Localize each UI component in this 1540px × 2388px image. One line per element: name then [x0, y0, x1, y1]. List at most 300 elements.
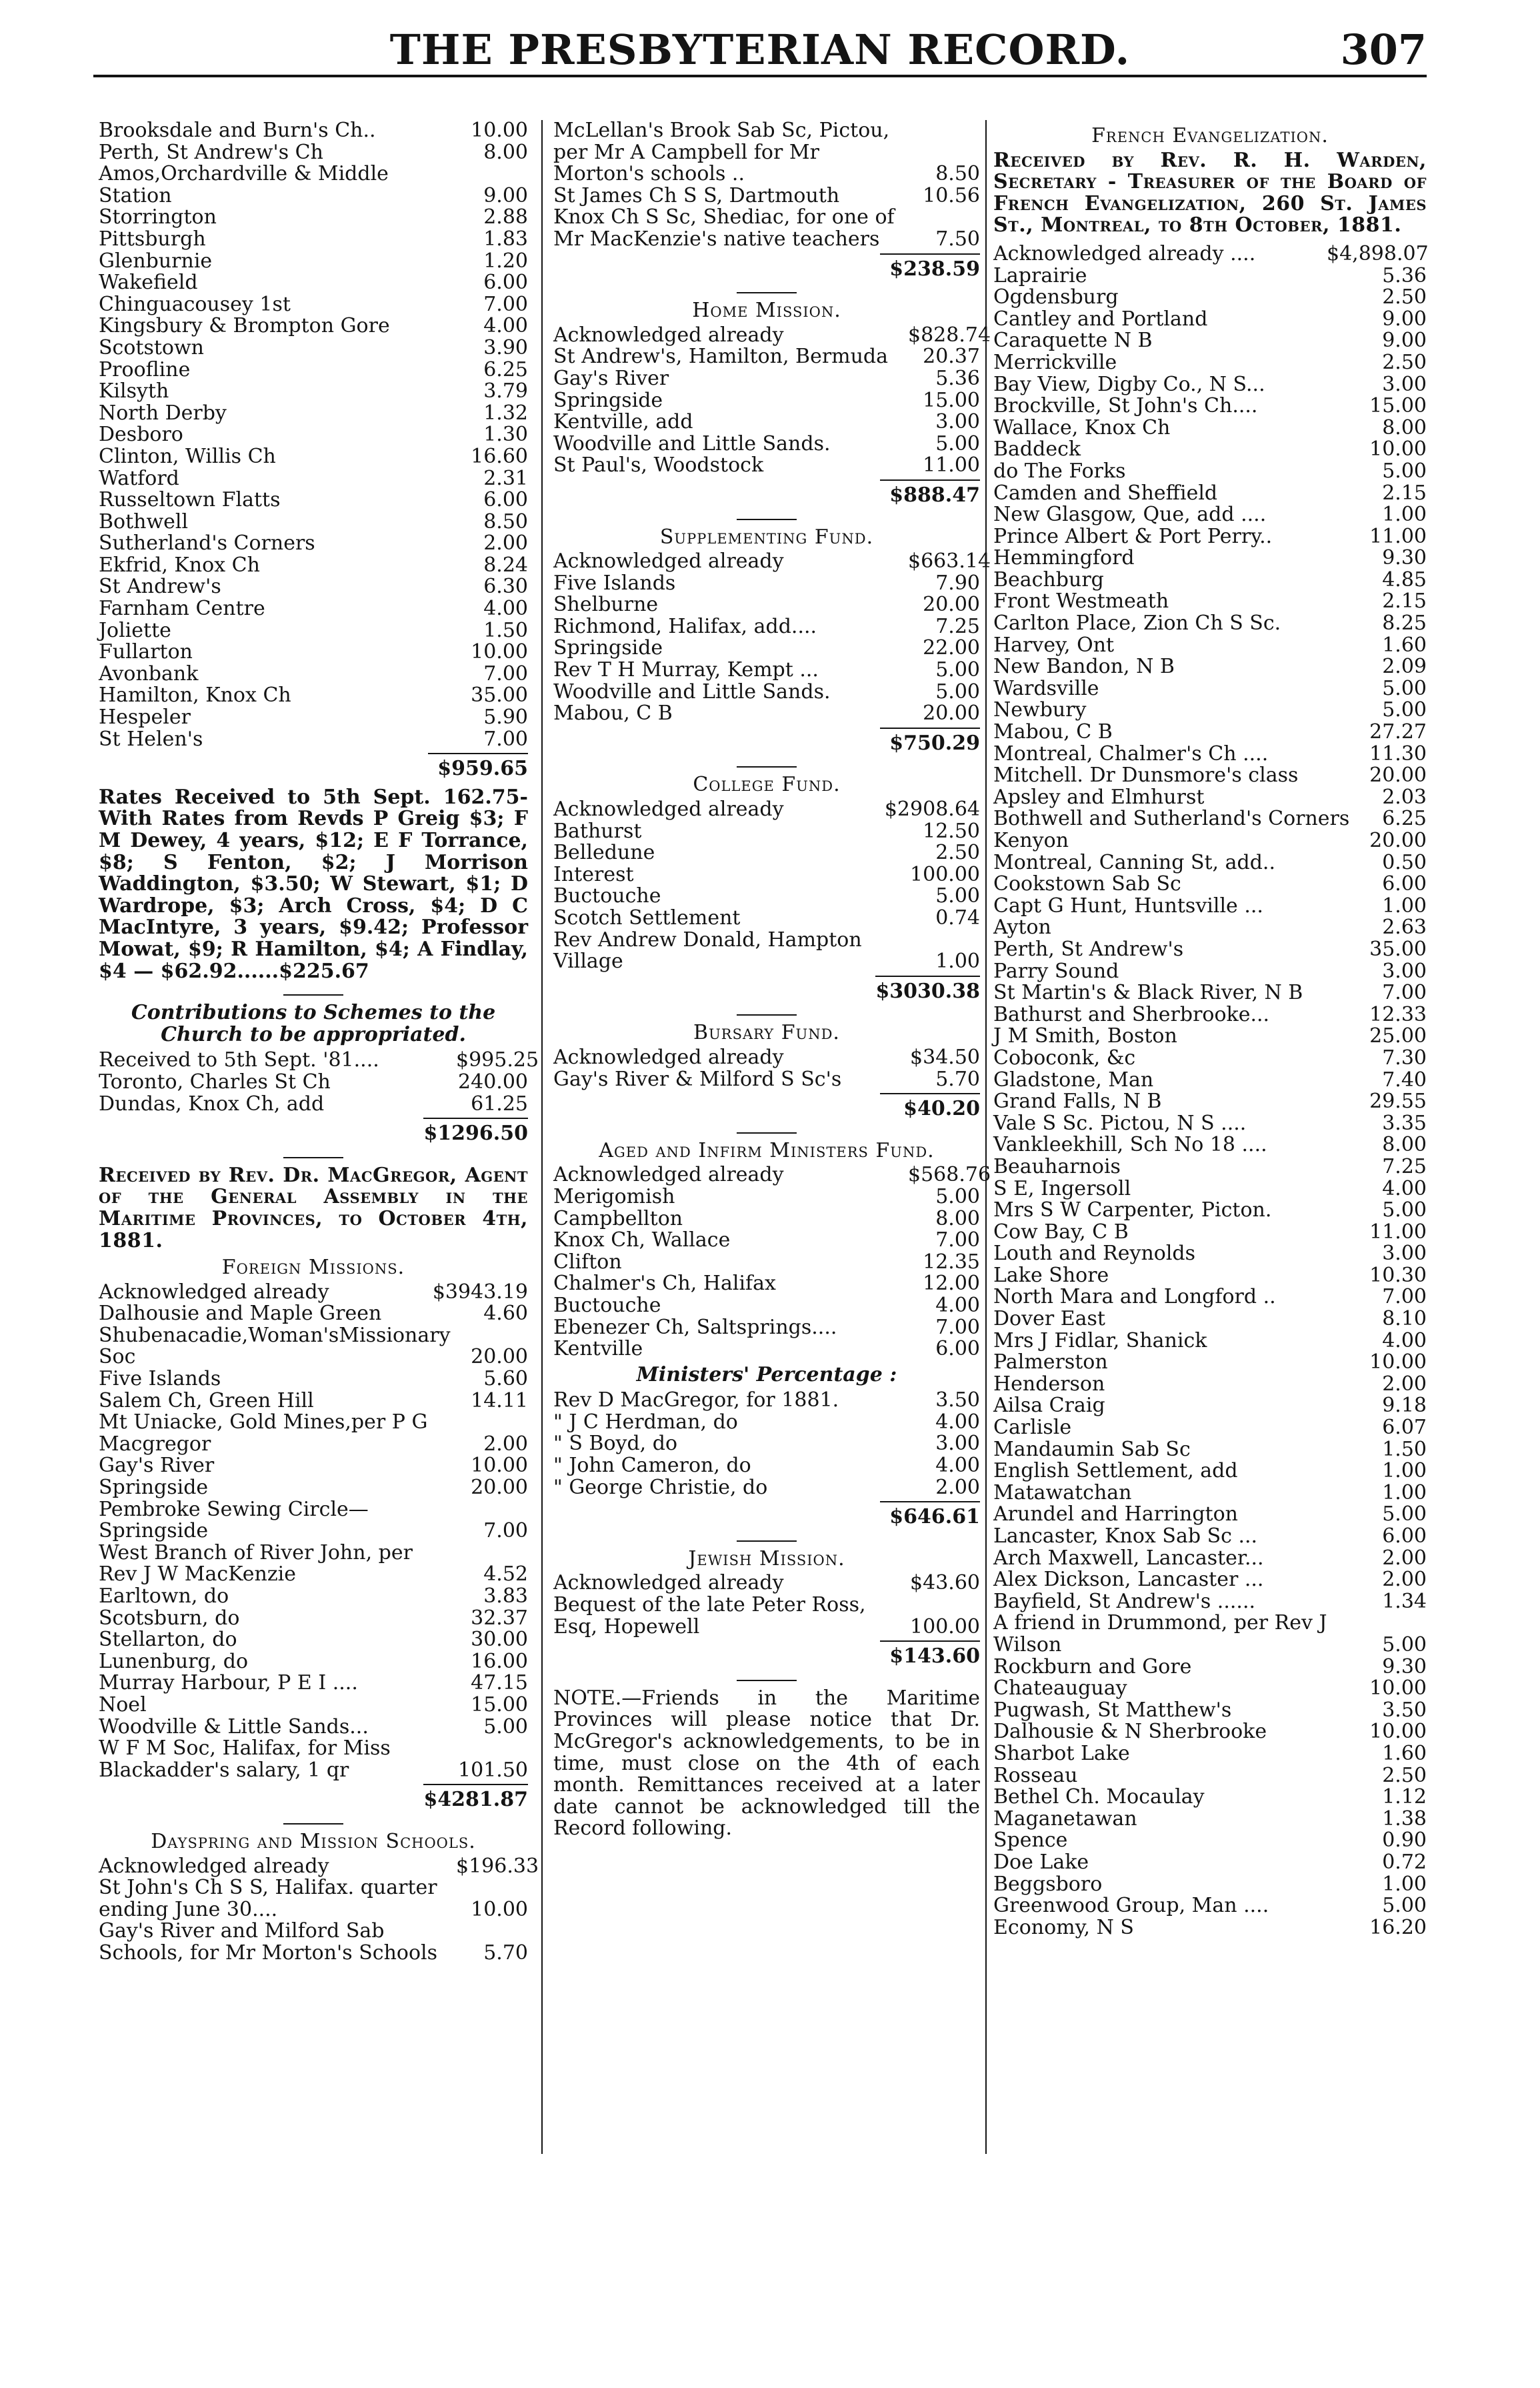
ledger-row — [553, 886, 980, 908]
entry-label: Wallace, Knox Ch — [993, 415, 1171, 439]
ledger-row — [99, 642, 528, 664]
entry-amount: $196.33 — [456, 1854, 539, 1878]
entry-amount: 35.00 — [1369, 937, 1427, 961]
entry-amount: 9.30 — [1382, 1654, 1427, 1678]
entry-amount: 30.00 — [471, 1628, 528, 1652]
entry-amount: 6.25 — [483, 357, 528, 381]
ledger-row — [993, 852, 1427, 874]
ledger-row — [553, 703, 980, 725]
home-mission-heading: Home Mission. — [692, 299, 841, 323]
ledger-row — [993, 1113, 1427, 1135]
entry-label: Gay's River — [553, 366, 669, 390]
entry-label: Mitchell. Dr Dunsmore's class — [993, 764, 1299, 788]
ledger-list — [553, 1047, 980, 1090]
entry-amount: 4.00 — [935, 1293, 980, 1317]
ledger-row — [993, 1026, 1427, 1048]
entry-amount: 12.33 — [1369, 1002, 1427, 1026]
entry-amount: 2.15 — [1382, 481, 1427, 505]
entry-label: Noel — [99, 1692, 147, 1716]
entry-label: Laprairie — [993, 263, 1087, 287]
entry-label: Front Westmeath — [993, 589, 1169, 614]
entry-amount: 7.90 — [935, 571, 980, 595]
entry-label: Russeltown Flatts — [99, 488, 281, 512]
ledger-row — [553, 1477, 980, 1499]
ledger-row — [993, 1004, 1427, 1026]
entry-amount: 7.00 — [483, 727, 528, 751]
entry-label: Arundel and Harrington — [993, 1502, 1238, 1526]
ledger-row — [993, 287, 1427, 309]
entry-amount: 9.00 — [1382, 329, 1427, 353]
ledger-list — [553, 1572, 980, 1638]
entry-label: Hemmingford — [993, 546, 1135, 570]
column-3 — [993, 120, 1427, 2334]
entry-label: New Glasgow, Que, add .... — [993, 503, 1267, 527]
entry-label: Scotch Settlement — [553, 906, 741, 930]
ministers-percentage-heading: Ministers' Percentage : — [636, 1362, 897, 1386]
entry-amount: 10.00 — [1369, 1676, 1427, 1700]
ledger-row — [993, 939, 1427, 961]
separator — [737, 1680, 797, 1681]
entry-label: Mabou, C B — [993, 720, 1113, 744]
entry-label: Mt Uniacke, Gold Mines,per P G Macgregor — [99, 1410, 428, 1456]
entry-amount: 3.50 — [935, 1388, 980, 1412]
ledger-row — [99, 381, 528, 403]
entry-amount: 4.00 — [483, 597, 528, 621]
entry-amount: 1.50 — [483, 618, 528, 642]
ledger-row — [99, 1921, 528, 1964]
entry-label: Apsley and Elmhurst — [993, 785, 1205, 809]
entry-amount: 8.10 — [1382, 1307, 1427, 1331]
ledger-row — [993, 700, 1427, 722]
ledger-row — [993, 1895, 1427, 1917]
entry-label: Ailsa Craig — [993, 1394, 1105, 1418]
ledger-row — [99, 598, 528, 620]
entry-label: Scotsburn, do — [99, 1606, 240, 1630]
ledger-row — [553, 1412, 980, 1434]
entry-amount: 4.85 — [1382, 567, 1427, 591]
ledger-row — [553, 908, 980, 930]
entry-label: Perth, St Andrew's Ch — [99, 140, 323, 164]
entry-amount: 5.00 — [1382, 1632, 1427, 1656]
entry-amount: 29.55 — [1369, 1090, 1427, 1114]
entry-amount: 20.00 — [1369, 764, 1427, 788]
entry-label: Wardsville — [993, 676, 1099, 700]
entry-label: Sharbot Lake — [993, 1741, 1130, 1765]
entry-label: St Helen's — [99, 727, 203, 751]
entry-label: Rosseau — [993, 1763, 1078, 1787]
entry-label: Bothwell — [99, 509, 189, 533]
ledger-row — [993, 1091, 1427, 1113]
entry-label: Bequest of the late Peter Ross, Esq, Hopewell — [553, 1593, 866, 1638]
ledger-row — [99, 403, 528, 425]
entry-label: Montreal, Canning St, add.. — [993, 850, 1275, 874]
entry-amount: 1.12 — [1382, 1785, 1427, 1809]
entry-label: Pugwash, St Matthew's — [993, 1698, 1232, 1722]
entry-amount: 10.00 — [471, 1454, 528, 1478]
entry-label: Avonbank — [99, 662, 199, 686]
entry-amount: 4.00 — [935, 1410, 980, 1434]
entry-label: Vankleekhill, Sch No 18 .... — [993, 1133, 1267, 1157]
entry-label: Beachburg — [993, 567, 1104, 591]
entry-amount: 1.00 — [935, 950, 980, 974]
section-total: $888.47 — [553, 479, 980, 507]
entry-amount: 10.00 — [471, 1897, 528, 1921]
entry-amount: 2.00 — [935, 1475, 980, 1499]
entry-amount: 3.00 — [935, 1432, 980, 1456]
entry-amount: 20.00 — [471, 1476, 528, 1500]
ledger-row — [99, 555, 528, 577]
entry-label: New Bandon, N B — [993, 655, 1175, 679]
entry-amount: 11.00 — [923, 453, 980, 477]
entry-label: Gay's River — [99, 1454, 215, 1478]
entry-label: Louth and Reynolds — [993, 1242, 1196, 1266]
ledger-row — [993, 1809, 1427, 1831]
entry-label: Buctouche — [553, 884, 661, 908]
entry-amount: 8.50 — [483, 509, 528, 533]
column-divider-1 — [541, 120, 543, 2154]
entry-amount: 5.36 — [935, 366, 980, 390]
entry-label: Brockville, St John's Ch.... — [993, 394, 1258, 418]
ledger-row — [553, 842, 980, 864]
entry-label: Newbury — [993, 698, 1087, 722]
entry-amount: 1.38 — [1382, 1807, 1427, 1831]
ledger-row — [993, 1286, 1427, 1308]
ledger-row — [99, 1390, 528, 1412]
entry-label: Mandaumin Sab Sc — [993, 1437, 1191, 1461]
received-notice: Received by Rev. Dr. MacGregor, Agent of the General Assembly in the Maritime Provinces, to October 4th, 1881. — [99, 1163, 528, 1252]
ledger-row — [993, 1765, 1427, 1787]
ledger-row — [993, 744, 1427, 766]
entry-label: Interest — [553, 862, 634, 886]
foreign-missions-heading: Foreign Missions. — [221, 1256, 405, 1280]
entry-amount: 240.00 — [458, 1070, 528, 1094]
entry-amount: 100.00 — [910, 862, 980, 886]
ledger-row — [993, 787, 1427, 809]
entry-label: W F M Soc, Halifax, for Miss Blackadder's salary, 1 qr — [99, 1736, 391, 1782]
entry-label: Baddeck — [993, 437, 1081, 461]
ledger-row — [553, 1338, 980, 1360]
ledger-row — [993, 808, 1427, 830]
separator — [283, 1823, 343, 1825]
entry-amount: 2.09 — [1382, 655, 1427, 679]
entry-amount: 4.00 — [483, 314, 528, 338]
entry-label: Earltown, do — [99, 1584, 229, 1608]
ledger-row — [993, 917, 1427, 939]
ledger-row — [99, 1477, 528, 1499]
entry-label: Lake Shore — [993, 1263, 1109, 1287]
entry-label: Fullarton — [99, 640, 193, 664]
entry-amount: 9.30 — [1382, 546, 1427, 570]
entry-amount: 5.00 — [1382, 459, 1427, 483]
entry-amount: 3.50 — [1382, 1698, 1427, 1722]
entry-label: Five Islands — [553, 571, 676, 595]
entry-amount: 5.00 — [935, 658, 980, 682]
ledger-row — [553, 1572, 980, 1594]
ledger-row — [553, 455, 980, 477]
ledger-row — [99, 1586, 528, 1608]
ledger-row — [553, 1455, 980, 1477]
entry-amount: 7.00 — [1382, 981, 1427, 1005]
ledger-row — [993, 1460, 1427, 1482]
ledger-list — [553, 323, 991, 477]
entry-amount: 7.25 — [935, 614, 980, 638]
entry-label: Sutherland's Corners — [99, 531, 315, 555]
entry-amount: 2.63 — [1382, 916, 1427, 940]
jewish-mission-heading: Jewish Mission. — [688, 1546, 845, 1570]
separator — [737, 519, 797, 520]
entry-amount: 5.00 — [1382, 1198, 1427, 1222]
ledger-row — [993, 1612, 1427, 1656]
entry-label: Ebenezer Ch, Saltsprings.... — [553, 1315, 837, 1339]
ledger-row — [993, 1786, 1427, 1809]
ledger-row — [993, 1591, 1427, 1613]
entry-label: Mrs J Fidlar, Shanick — [993, 1328, 1207, 1352]
ledger-row — [553, 1047, 980, 1069]
entry-label: Montreal, Chalmer's Ch .... — [993, 742, 1269, 766]
entry-amount: 2.50 — [1382, 350, 1427, 374]
entry-label: Beggsboro — [993, 1872, 1103, 1896]
ledger-row — [99, 359, 528, 381]
entry-amount: 9.00 — [483, 183, 528, 207]
ledger-row — [553, 573, 980, 595]
entry-amount: 11.00 — [1369, 524, 1427, 548]
header-rule — [93, 75, 1427, 77]
entry-amount: 100.00 — [910, 1614, 980, 1638]
ledger-row — [553, 346, 980, 368]
entry-amount: 8.00 — [1382, 415, 1427, 439]
entry-label: Storrington — [99, 205, 217, 229]
entry-label: Watford — [99, 466, 179, 490]
entry-label: Cookstown Sab Sc — [993, 872, 1181, 896]
ledger-row — [993, 1743, 1427, 1765]
separator — [737, 1014, 797, 1016]
entry-label: Desboro — [99, 423, 183, 447]
ledger-row — [993, 1395, 1427, 1417]
ledger-row — [99, 337, 528, 359]
entry-amount: $828.74 — [908, 323, 991, 347]
entry-label: Belledune — [553, 841, 655, 865]
ledger-row — [553, 120, 980, 185]
entry-amount: 1.50 — [1382, 1437, 1427, 1461]
entry-amount: 5.00 — [1382, 1894, 1427, 1918]
entry-amount: 2.03 — [1382, 785, 1427, 809]
ledger-row — [553, 864, 980, 886]
entry-amount: 20.00 — [471, 1345, 528, 1369]
entry-label: Stellarton, do — [99, 1628, 237, 1652]
ledger-row — [993, 1178, 1427, 1200]
ledger-row — [99, 685, 528, 707]
entry-label: Amos,Orchardville & Middle Station — [99, 162, 389, 207]
entry-amount: 6.00 — [1382, 872, 1427, 896]
entry-label: McLellan's Brook Sab Sc, Pictou, per Mr A Campbell for Mr Morton's schools .. — [553, 119, 890, 186]
entry-amount: 5.00 — [1382, 676, 1427, 700]
ledger-row — [99, 294, 528, 316]
entry-amount: 8.25 — [1382, 612, 1427, 636]
ledger-row — [993, 265, 1427, 287]
entry-amount: $4,898.07 — [1327, 241, 1429, 265]
entry-label: Prince Albert & Port Perry.. — [993, 524, 1273, 548]
entry-amount: 5.00 — [483, 1714, 528, 1738]
ledger-row — [993, 1504, 1427, 1526]
entry-label: St John's Ch S S, Halifax. quarter ending June 30.... — [99, 1876, 437, 1921]
entry-amount: 15.00 — [923, 388, 980, 412]
ledger-row — [553, 1295, 980, 1317]
entry-amount: 12.00 — [923, 1272, 980, 1296]
entry-amount: 2.88 — [483, 205, 528, 229]
ledger-row — [99, 511, 528, 533]
ledger-row — [993, 1374, 1427, 1396]
entry-label: Acknowledged already — [553, 798, 784, 822]
entry-amount: 35.00 — [471, 684, 528, 708]
entry-amount: $2908.64 — [884, 798, 980, 822]
ledger-list — [99, 1854, 539, 1965]
entry-label: Acknowledged already — [553, 323, 784, 347]
entry-amount: $568.76 — [908, 1163, 991, 1187]
entry-amount: 6.00 — [1382, 1524, 1427, 1548]
entry-amount: 7.00 — [935, 1315, 980, 1339]
entry-label: Salem Ch, Green Hill — [99, 1388, 314, 1412]
entry-label: Dalhousie and Maple Green — [99, 1302, 382, 1326]
entry-label: Caraquette N B — [993, 329, 1153, 353]
entry-amount: 5.00 — [935, 680, 980, 704]
ledger-row — [99, 1854, 539, 1878]
ledger-row — [99, 1325, 528, 1368]
ledger-row — [99, 1542, 528, 1586]
entry-label: Bathurst and Sherbrooke... — [993, 1002, 1270, 1026]
ledger-row — [99, 1412, 528, 1455]
ledger-row — [99, 1094, 528, 1116]
entry-label: Merrickville — [993, 350, 1117, 374]
entry-label: Camden and Sheffield — [993, 481, 1218, 505]
ledger-row — [993, 504, 1427, 526]
ledger-row — [993, 569, 1427, 591]
ledger-row — [99, 468, 528, 490]
entry-amount: 10.00 — [471, 640, 528, 664]
ledger-row — [99, 1282, 528, 1304]
entry-amount: 1.00 — [1382, 894, 1427, 918]
entry-label: Ayton — [993, 916, 1051, 940]
rates-paragraph: Rates Received to 5th Sept. 162.75- With Rates from Revds P Greig $3; F M Dewey, 4 years, $12; E F Torrance, $8; S Fenton, $2; J Morrison Waddington, $3.50; W Stewart, $1; D Wardrope, $3; Arch Cross, $4; D C MacIntyre, 3 years, $9.42; Professor Mowat, $9; R Hamilton, $4; A Findlay, $4 — $62.92......$225.67 — [99, 785, 528, 983]
entry-amount: 2.00 — [483, 531, 528, 555]
entry-amount: 7.00 — [935, 1228, 980, 1252]
page-header — [93, 25, 1427, 92]
ledger-row — [553, 411, 980, 433]
ledger-row — [553, 368, 980, 390]
entry-amount: 7.30 — [1382, 1046, 1427, 1070]
entry-amount: 5.70 — [483, 1941, 528, 1965]
column-2 — [553, 119, 991, 2334]
ledger-row — [553, 1163, 991, 1187]
entry-amount: 2.50 — [1382, 285, 1427, 309]
section-total: $1296.50 — [99, 1118, 528, 1145]
separator — [737, 1540, 797, 1542]
ledger-row — [99, 707, 528, 729]
ledger-row — [993, 1439, 1427, 1461]
entry-label: Mrs S W Carpenter, Picton. — [993, 1198, 1272, 1222]
entry-amount: 7.00 — [483, 1519, 528, 1543]
ledger-row — [993, 1265, 1427, 1287]
ledger-row — [99, 1672, 528, 1694]
entry-amount: 5.90 — [483, 706, 528, 730]
ledger-row — [99, 207, 528, 229]
entry-amount: 4.00 — [1382, 1176, 1427, 1200]
ledger-row — [993, 1156, 1427, 1178]
separator — [737, 1132, 797, 1134]
entry-amount: 3.00 — [1382, 959, 1427, 983]
ledger-row — [993, 722, 1427, 744]
ledger-row — [99, 424, 528, 446]
ledger-row — [993, 374, 1427, 396]
entry-label: West Branch of River John, per Rev J W MacKenzie — [99, 1540, 413, 1586]
entry-amount: 10.00 — [1369, 437, 1427, 461]
ledger-row — [993, 656, 1427, 678]
ledger-row — [993, 417, 1427, 439]
entry-amount: 2.15 — [1382, 589, 1427, 614]
entry-amount: 4.60 — [483, 1302, 528, 1326]
entry-amount: 11.30 — [1369, 742, 1427, 766]
entry-amount: 10.00 — [1369, 1720, 1427, 1744]
ledger-row — [993, 1830, 1427, 1852]
ledger-row — [553, 1273, 980, 1295]
ledger-list — [99, 1282, 528, 1782]
entry-amount: 10.30 — [1369, 1263, 1427, 1287]
entry-amount: 6.00 — [935, 1337, 980, 1361]
entry-amount: 6.00 — [483, 488, 528, 512]
ledger-row — [993, 1526, 1427, 1548]
entry-amount: 6.07 — [1382, 1416, 1427, 1440]
entry-amount: 2.00 — [1382, 1546, 1427, 1570]
entry-label: Springside — [553, 636, 663, 660]
entry-amount: 7.00 — [483, 292, 528, 316]
ledger-row — [993, 678, 1427, 700]
column-divider-2 — [985, 120, 987, 2154]
entry-amount: 5.00 — [1382, 698, 1427, 722]
ledger-list — [553, 549, 991, 726]
ledger-row — [553, 638, 980, 660]
ledger-row — [99, 1455, 528, 1477]
section-total: $4281.87 — [99, 1784, 528, 1811]
entry-label: Received to 5th Sept. '81.... — [99, 1048, 379, 1072]
entry-label: Brooksdale and Burn's Ch.. — [99, 119, 376, 142]
entry-label: Springside — [553, 388, 663, 412]
entry-label: North Mara and Longford .. — [993, 1285, 1276, 1309]
section-total: $3030.38 — [553, 976, 980, 1003]
entry-amount: $43.60 — [910, 1571, 980, 1595]
ledger-row — [993, 330, 1427, 352]
column-1 — [99, 119, 539, 2334]
entry-label: Carlton Place, Zion Ch S Sc. — [993, 612, 1281, 636]
ledger-row — [553, 594, 980, 616]
ledger-row — [993, 1482, 1427, 1504]
note-paragraph: NOTE.—Friends in the Maritime Provinces will please notice that Dr. McGregor's acknowledgements, to be in time, must close on the 4th of each month. Remittances received at a later date cannot be acknowledged till the Record following. — [553, 1686, 980, 1841]
ledger-row — [993, 1721, 1427, 1743]
entry-label: Acknowledged already .... — [993, 241, 1256, 265]
ledger-row — [993, 1569, 1427, 1591]
entry-amount: 4.00 — [1382, 1328, 1427, 1352]
entry-amount: $995.25 — [456, 1048, 539, 1072]
ledger-row — [993, 1048, 1427, 1070]
entry-label: Vale S Sc. Pictou, N S .... — [993, 1111, 1247, 1135]
entry-amount: 1.20 — [483, 249, 528, 273]
ledger-row — [993, 243, 1427, 265]
ledger-list — [553, 1390, 980, 1498]
page-number: 307 — [1340, 25, 1427, 74]
entry-amount: 11.00 — [1369, 1220, 1427, 1244]
ledger-list — [553, 799, 980, 973]
entry-label: Hamilton, Knox Ch — [99, 684, 291, 708]
entry-label: Chalmer's Ch, Halifax — [553, 1272, 776, 1296]
entry-amount: 27.27 — [1369, 720, 1427, 744]
